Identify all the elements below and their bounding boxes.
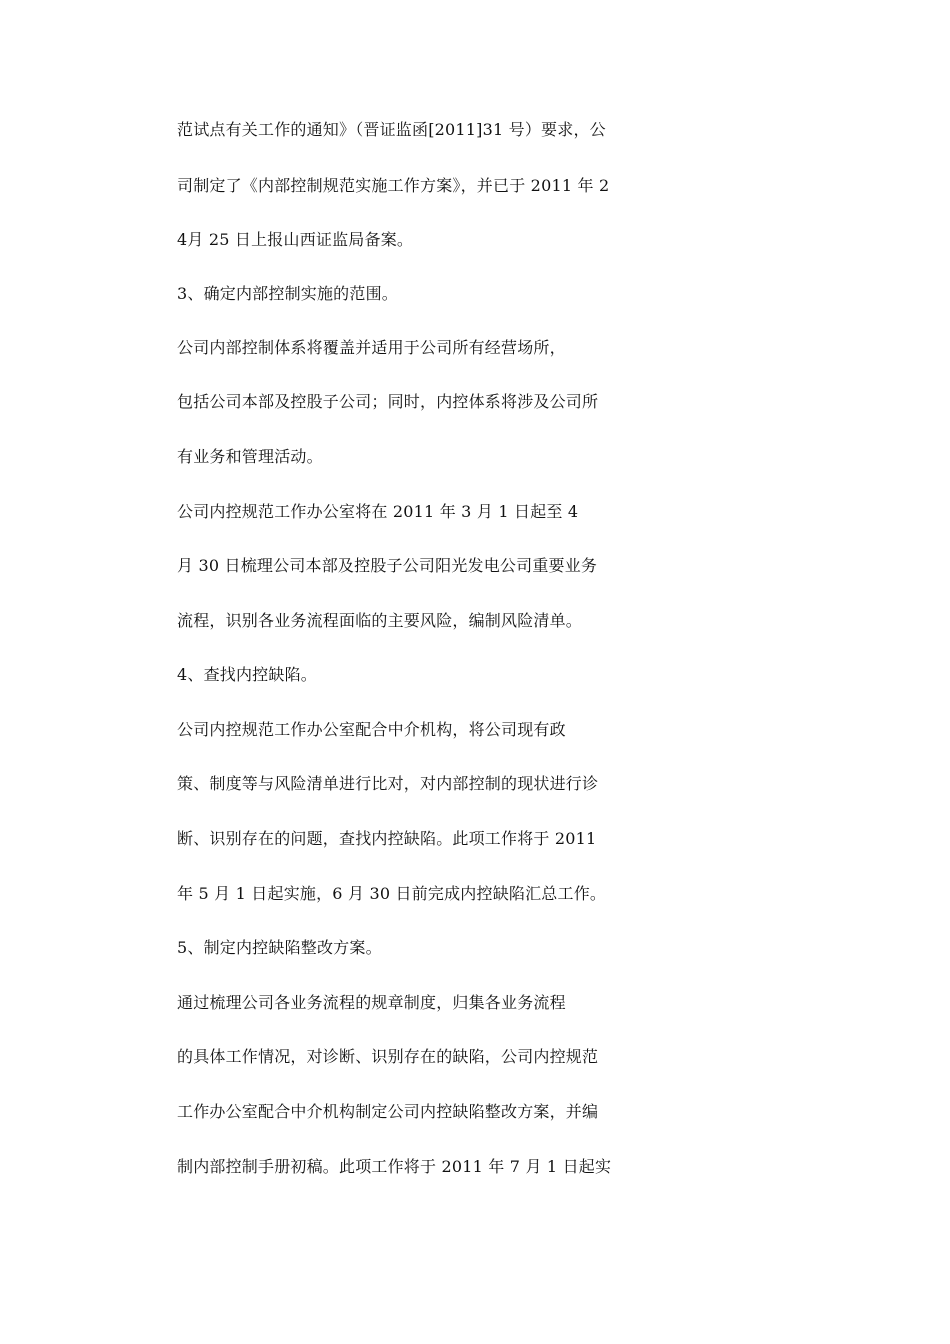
section-heading: 4、查找内控缺陷。 [177, 665, 317, 684]
text-line: 断、识别存在的问题，查找内控缺陷。此项工作将于 2011 [177, 829, 597, 848]
section-heading: 3、确定内部控制实施的范围。 [177, 284, 398, 303]
text-line: 司制定了《内部控制规范实施工作方案》，并已于 2011 年 2 [177, 176, 610, 195]
text-line: 4月 25 日上报山西证监局备案。 [177, 230, 414, 249]
text-line: 流程，识别各业务流程面临的主要风险，编制风险清单。 [177, 611, 583, 630]
text-line: 通过梳理公司各业务流程的规章制度，归集各业务流程 [177, 993, 566, 1012]
text-line: 制内部控制手册初稿。此项工作将于 2011 年 7 月 1 日起实 [177, 1157, 612, 1176]
section-heading: 5、制定内控缺陷整改方案。 [177, 938, 382, 957]
text-line: 有业务和管理活动。 [177, 447, 323, 466]
text-line: 的具体工作情况，对诊断、识别存在的缺陷，公司内控规范 [177, 1047, 599, 1066]
text-line: 公司内控规范工作办公室配合中介机构，将公司现有政 [177, 720, 566, 739]
text-line: 范试点有关工作的通知》（晋证监函[2011]31 号）要求，公 [177, 120, 606, 139]
text-line: 公司内部控制体系将覆盖并适用于公司所有经营场所， [177, 338, 566, 357]
text-line: 策、制度等与风险清单进行比对，对内部控制的现状进行诊 [177, 774, 599, 793]
text-line: 公司内控规范工作办公室将在 2011 年 3 月 1 日起至 4 [177, 502, 579, 521]
text-line: 年 5 月 1 日起实施，6 月 30 日前完成内控缺陷汇总工作。 [177, 884, 607, 903]
text-line: 工作办公室配合中介机构制定公司内控缺陷整改方案，并编 [177, 1102, 599, 1121]
text-line: 包括公司本部及控股子公司；同时，内控体系将涉及公司所 [177, 392, 599, 411]
text-line: 月 30 日梳理公司本部及控股子公司阳光发电公司重要业务 [177, 556, 598, 575]
